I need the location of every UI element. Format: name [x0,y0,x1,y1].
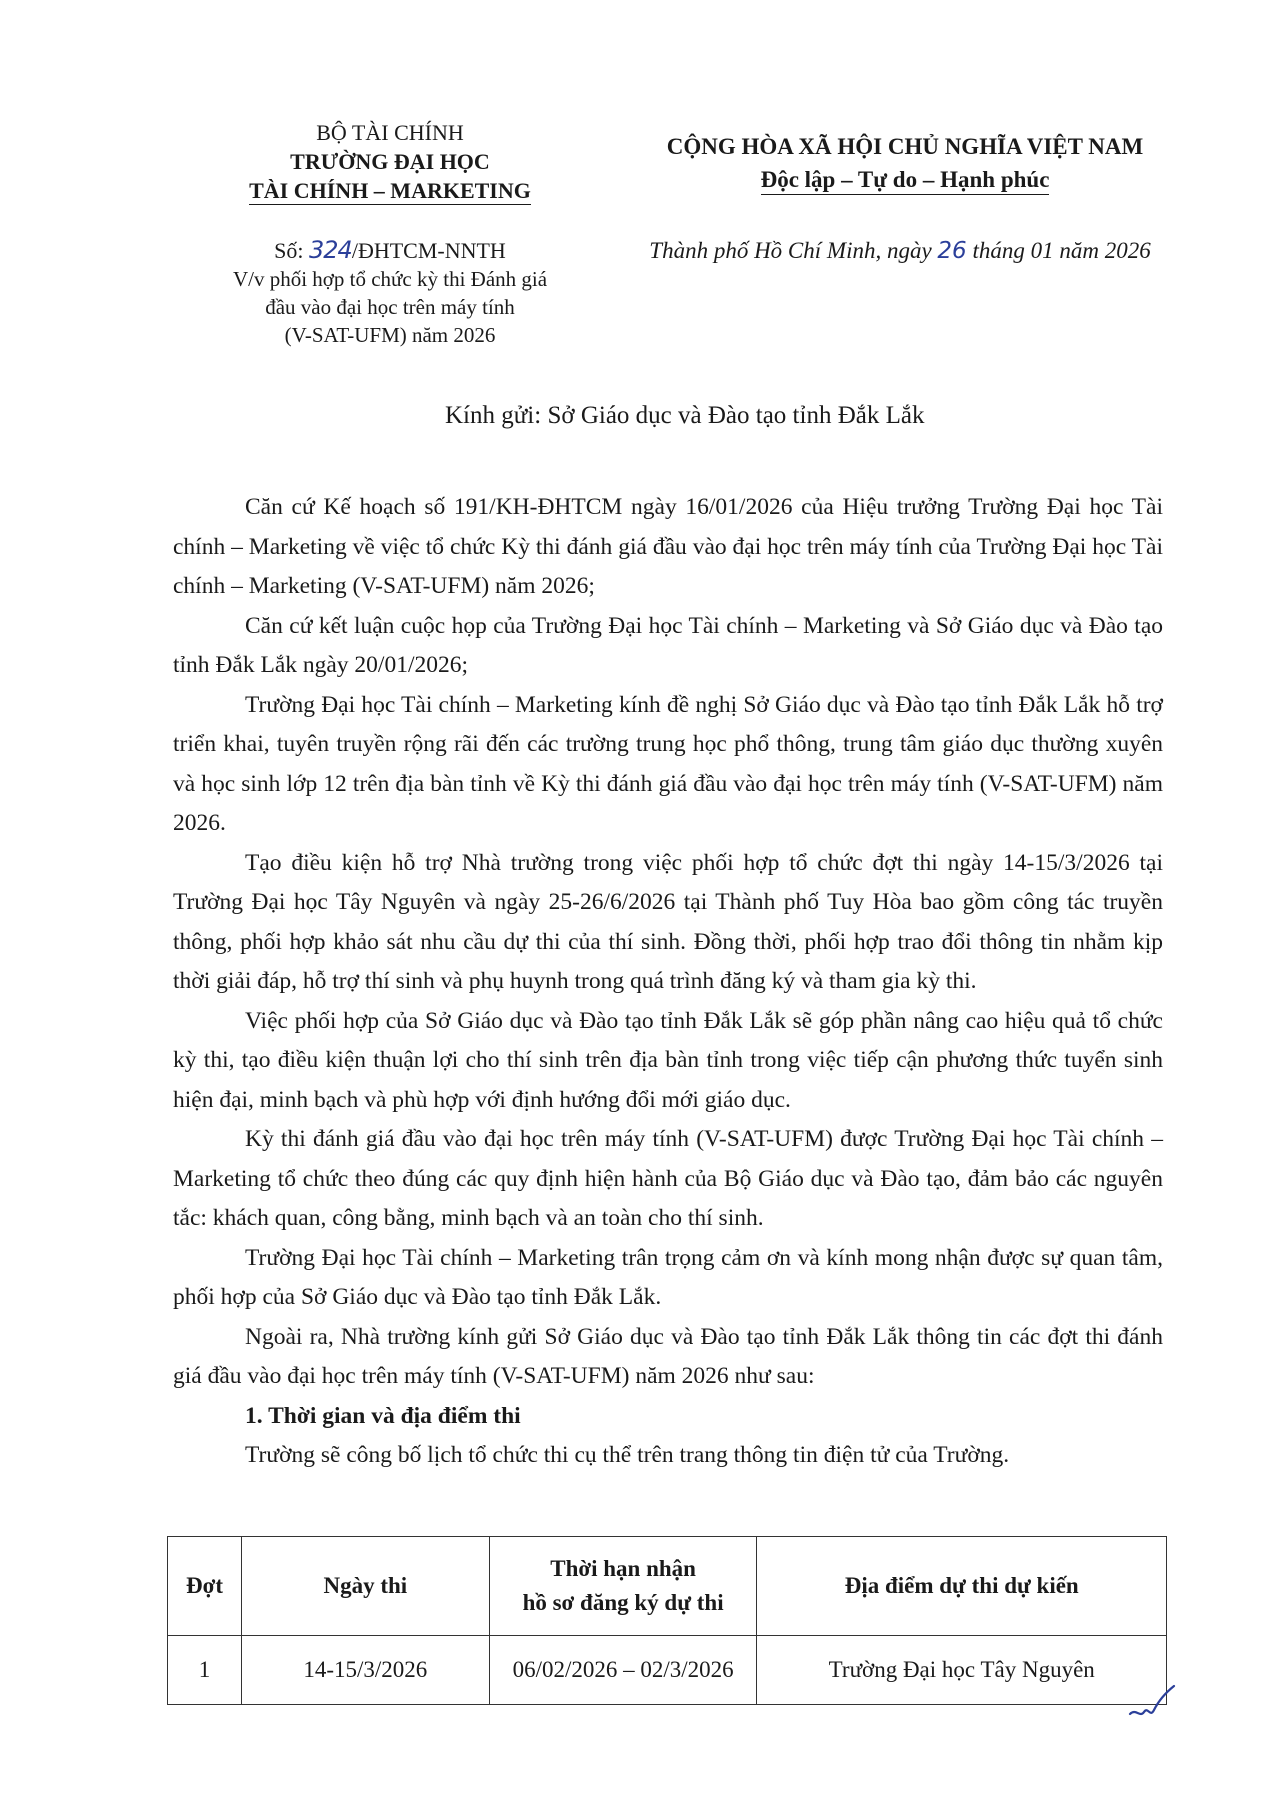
paragraph: Tạo điều kiện hỗ trợ Nhà trường trong việc phối hợp tổ chức đợt thi ngày 14-15/3/2026 tại Trường Đại học Tây Nguyên và ngày 25-26/6/2026 tại Thành phố Tuy Hòa bao gồm công tác truyền thông, phối hợp khảo sát nhu cầu dự thi của thí sinh. Đồng thời, phối hợp trao đổi thông tin nhằm kịp thời giải đáp, hỗ trợ thí sinh và phụ huynh trong quá trình đăng ký và tham gia kỳ thi. [173,849,1163,994]
national-motto: Độc lập – Tự do – Hạnh phúc [761,166,1050,195]
paragraph: Căn cứ Kế hoạch số 191/KH-ĐHTCM ngày 16/01/2026 của Hiệu trưởng Trường Đại học Tài chính – Marketing về việc tổ chức Kỳ thi đánh giá đầu vào đại học trên máy tính của Trường Đại học Tài chính – Marketing (V-SAT-UFM) năm 2026; [173,494,1163,599]
place-date: Thành phố Hồ Chí Minh, ngày 26 tháng 01 năm 2026 [649,238,1151,264]
issuer-header [190,118,590,205]
col-header-date: Ngày thi [241,1537,489,1636]
initials-mark-icon [1128,1684,1176,1724]
ministry-name: BỘ TÀI CHÍNH [316,120,464,145]
col-header-round: Đợt [168,1537,242,1636]
paragraph: Trường Đại học Tài chính – Marketing kính đề nghị Sở Giáo dục và Đào tạo tỉnh Đắk Lắk hỗ trợ triển khai, tuyên truyền rộng rãi đến các trường trung học phổ thông, trung tâm giáo dục thường xuyên và học sinh lớp 12 trên địa bàn tỉnh về Kỳ thi đánh giá đầu vào đại học trên máy tính (V-SAT-UFM) năm 2026. [173,691,1163,836]
recipient-line: Kính gửi: Sở Giáo dục và Đào tạo tỉnh Đắk Lắk [445,402,925,429]
exam-schedule-table [167,1536,1167,1705]
handwritten-day: 26 [937,238,967,264]
col-header-deadline: Thời hạn nhận hồ sơ đăng ký dự thi [489,1537,757,1636]
letter-body [173,488,1163,1476]
cell-round: 1 [168,1636,242,1705]
paragraph: Kỳ thi đánh giá đầu vào đại học trên máy tính (V-SAT-UFM) được Trường Đại học Tài chính – Marketing tổ chức theo đúng các quy định hiện hành của Bộ Giáo dục và Đào tạo, đảm bảo các nguyên tắc: khách quan, công bằng, minh bạch và an toàn cho thí sinh. [173,1126,1163,1231]
school-name-line1: TRƯỜNG ĐẠI HỌC [290,149,490,174]
paragraph: Trường Đại học Tài chính – Marketing trân trọng cảm ơn và kính mong nhận được sự quan tâm, phối hợp của Sở Giáo dục và Đào tạo tỉnh Đắk Lắk. [173,1244,1163,1310]
col-header-location: Địa điểm dự thi dự kiến [757,1537,1167,1636]
handwritten-number: 324 [309,236,352,264]
school-name-line2: TÀI CHÍNH – MARKETING [249,178,531,203]
section-heading: 1. Thời gian và địa điểm thi [245,1402,521,1429]
cell-location: Trường Đại học Tây Nguyên [757,1636,1167,1705]
table-row [168,1636,1167,1705]
cell-date: 14-15/3/2026 [241,1636,489,1705]
subject-line-1: V/v phối hợp tổ chức kỳ thi Đánh giá [232,267,548,291]
paragraph: Ngoài ra, Nhà trường kính gửi Sở Giáo dục và Đào tạo tỉnh Đắk Lắk thông tin các đợt thi đánh giá đầu vào đại học trên máy tính (V-SAT-UFM) năm 2026 như sau: [173,1323,1163,1389]
document-number: Số: 324/ĐHTCM-NNTH [274,236,506,264]
paragraph: Việc phối hợp của Sở Giáo dục và Đào tạo tỉnh Đắk Lắk sẽ góp phần nâng cao hiệu quả tổ chức kỳ thi, tạo điều kiện thuận lợi cho thí sinh trên địa bàn tỉnh trong việc tiếp cận phương thức tuyển sinh hiện đại, minh bạch và phù hợp với định hướng đổi mới giáo dục. [173,1007,1163,1113]
cell-deadline: 06/02/2026 – 02/3/2026 [489,1636,757,1705]
country-name: CỘNG HÒA XÃ HỘI CHỦ NGHĨA VIỆT NAM [666,134,1144,159]
document-reference [195,236,585,349]
subject-line-2: đầu vào đại học trên máy tính [265,295,515,319]
table-header-row [168,1537,1167,1636]
national-header [610,130,1200,196]
paragraph: Căn cứ kết luận cuộc họp của Trường Đại học Tài chính – Marketing và Sở Giáo dục và Đào tạo tỉnh Đắk Lắk ngày 20/01/2026; [173,612,1163,678]
section-text: Trường sẽ công bố lịch tổ chức thi cụ thể trên trang thông tin điện tử của Trường. [245,1442,1010,1468]
subject-line-3: (V-SAT-UFM) năm 2026 [284,323,496,347]
